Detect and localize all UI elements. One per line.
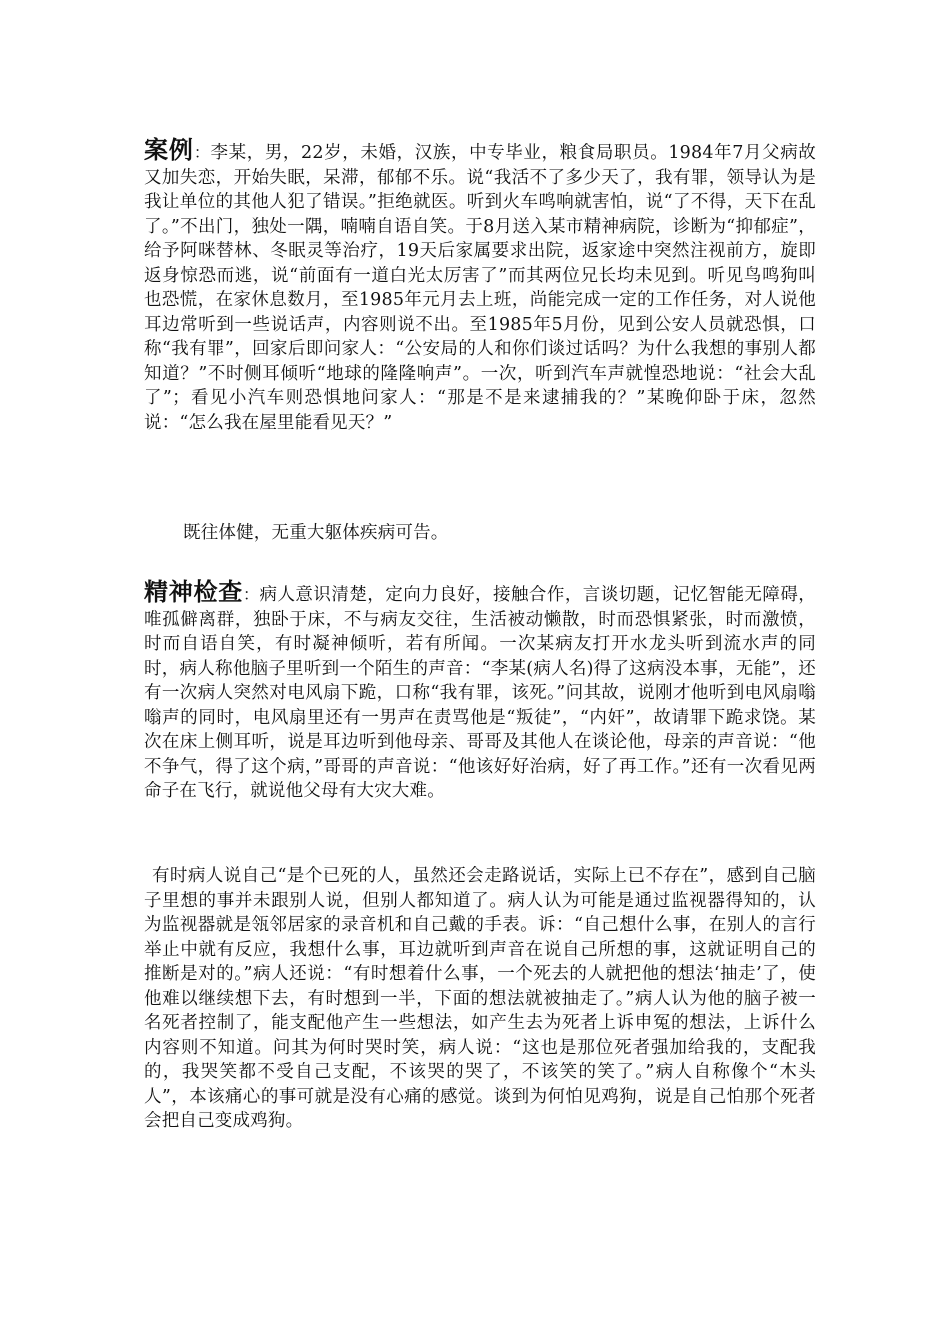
case-paragraph — [144, 138, 816, 435]
exam-heading-colon: ： — [243, 585, 260, 604]
case-heading: 案例 — [144, 136, 194, 164]
exam-paragraph — [144, 580, 816, 804]
case-heading-colon: ： — [193, 143, 211, 162]
history-paragraph — [183, 521, 823, 546]
symptoms-text: 有时病人说自己“是个已死的人，虽然还会走路说话，实际上已不存在”，感到自己脑子里想的事并未跟别人说，但别人都知道了。病人认为可能是通过监视器得知的，认为监视器就是瓴邻居家的录音机和自己戴的手表。诉：“自己想什么事，在别人的言行举止中就有反应，我想什么事，耳边就听到声音在说自己所想的事，这就证明自己的推断是对的。”病人还说：“有时想着什么事，一个死去的人就把他的想法‘抽走’了，使他难以继续想下去，有时想到一半，下面的想法就被抽走了。”病人认为他的脑子被一名死者控制了，能支配他产生一些想法，如产生去为死者上诉申冤的想法，上诉什么内容则不知道。问其为何时哭时笑，病人说：“这也是那位死者强加给我的，支配我的，我哭笑都不受自己支配，不该哭的哭了，不该笑的笑了。”病人自称像个“木头人”，本该痛心的事可就是没有心痛的感觉。谈到为何怕见鸡狗，说是自己怕那个死者会把自己变成鸡狗。 — [144, 866, 816, 1131]
case-text: 李某，男，22岁，未婚，汉族，中专毕业，粮食局职员。1984年7月父病故又加失恋，开始失眠，呆滞，郁郁不乐。说“我活不了多少天了，我有罪，领导认为是我让单位的其他人犯了错误。”拒绝就医。听到火车鸣响就害怕，说“了不得，天下在乱了。”不出门，独处一隅，喃喃自语自笑。于8月送入某市精神病院，诊断为“抑郁症”，给予阿咪替林、冬眠灵等治疗，19天后家属要求出院，返家途中突然注视前方，旋即返身惊恐而逃，说“前面有一道白光太厉害了”而其两位兄长均未见到。听见鸟鸣狗叫也恐慌，在家休息数月，至1985年元月去上班，尚能完成一定的工作任务，对人说他耳边常听到一些说话声，内容则说不出。至1985年5月份，见到公安人员就恐惧，口称“我有罪”，回家后即问家人：“公安局的人和你们谈过话吗？为什么我想的事别人都知道？”不时侧耳倾听“地球的隆隆响声”。一次，听到汽车声就惶恐地说：“社会大乱了”；看见小汽车则恐惧地问家人：“那是不是来逮捕我的？”某晚仰卧于床，忽然说：“怎么我在屋里能看见天？” — [144, 143, 817, 433]
exam-heading: 精神检查 — [144, 578, 244, 606]
symptoms-paragraph — [144, 864, 816, 1134]
history-text: 既往体健，无重大躯体疾病可告。 — [183, 523, 449, 543]
exam-text: 病人意识清楚，定向力良好，接触合作，言谈切题，记忆智能无障碍，唯孤僻离群，独卧于床，不与病友交往，生活被动懒散，时而恐惧紧张，时而激愤，时而自语自笑，有时凝神倾听，若有所闻。一次某病友打开水龙头听到流水声的同时，病人称他脑子里听到一个陌生的声音：“李某(病人名)得了这病没本事，无能”，还有一次病人突然对电风扇下跪，口称“我有罪，该死。”问其故，说刚才他听到电风扇嗡嗡声的同时，电风扇里还有一男声在责骂他是“叛徒”，“内奸”，故请罪下跪求饶。某次在床上侧耳听，说是耳边听到他母亲、哥哥及其他人在谈论他，母亲的声音说：“他不争气，得了这个病，”哥哥的声音说：“他该好好治病，好了再工作。”还有一次看见两命子在飞行，就说他父母有大灾大难。 — [144, 585, 817, 801]
